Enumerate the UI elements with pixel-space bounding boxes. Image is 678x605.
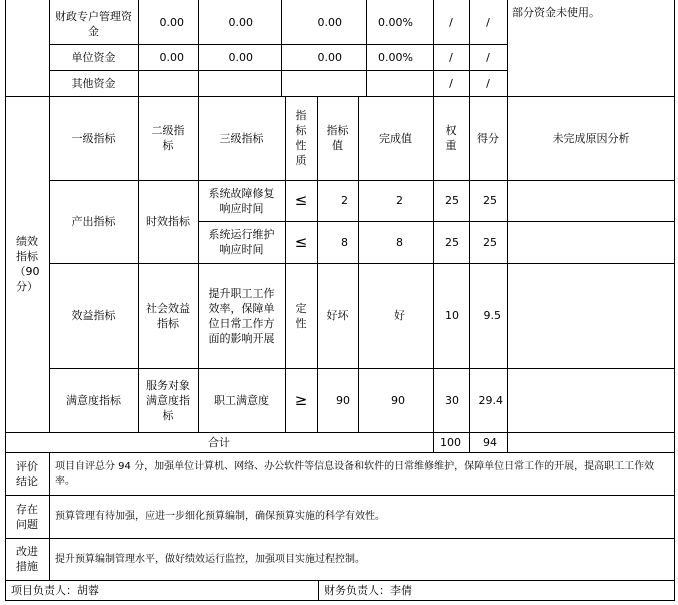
evaluation-text: 项目自评总分 94 分，加强单位计算机、网络、办公软件等信息设备和软件的日常维修维护，保障单位日常工作的开展，提高职工工作效率。 (55, 460, 655, 487)
output-level2: 时效指标 (146, 215, 190, 228)
finance-lead: 财务负责人：李倩 (324, 584, 412, 597)
score-cell: 29.4 (478, 393, 503, 407)
evaluation-label: 评价结论 (16, 459, 38, 488)
funds-value: / (449, 50, 453, 64)
header-nature: 指标性质 (295, 109, 307, 167)
funds-value: 0.00 (317, 15, 342, 29)
weight-cell: 10 (445, 309, 459, 322)
funds-value: 0.00 (159, 15, 184, 29)
funds-value: / (449, 15, 453, 29)
funds-value: 0.00% (378, 15, 413, 29)
header-level3: 三级指标 (219, 131, 264, 145)
funds-value: 0.00 (317, 50, 342, 64)
total-label: 合计 (208, 435, 230, 449)
funds-value: / (449, 76, 453, 90)
nature-cell: ≤ (294, 232, 308, 251)
improve-label: 改进措施 (16, 545, 38, 573)
header-level2: 二级指标 (151, 124, 185, 152)
benefit-level1: 效益指标 (71, 309, 116, 322)
funds-value: 0.00% (378, 50, 413, 64)
weight-cell: 30 (445, 393, 459, 407)
nature-cell: ≤ (294, 191, 308, 209)
header-score: 得分 (477, 131, 499, 145)
target-cell: 8 (341, 235, 348, 249)
total-weight: 100 (440, 435, 461, 449)
funds-value: / (486, 50, 490, 64)
satisfaction-level3: 职工满意度 (214, 393, 269, 407)
total-score: 94 (483, 435, 497, 449)
weight-cell: 25 (445, 194, 459, 207)
perf-section-label: 绩效指标（90分） (14, 235, 40, 293)
target-cell: 好坏 (326, 309, 349, 322)
header-reason: 未完成原因分析 (552, 131, 630, 145)
satisfaction-level1: 满意度指标 (66, 393, 121, 407)
actual-cell: 8 (396, 235, 403, 249)
table-row: 系统故障修复响应时间 (208, 186, 275, 215)
nature-cell: ≥ (294, 390, 308, 409)
score-cell: 9.5 (483, 309, 501, 322)
header-actual: 完成值 (379, 131, 412, 145)
benefit-level3: 提升职工工作效率，保障单位日常工作方面的影响开展 (208, 286, 275, 345)
output-level1: 产出指标 (71, 215, 116, 228)
project-lead: 项目负责人：胡蓉 (11, 584, 99, 597)
funds-note: 部分资金未使用。 (512, 6, 600, 19)
funds-row (49, 70, 138, 96)
header-weight: 权重 (445, 124, 457, 152)
funds-value: 0.00 (159, 50, 184, 64)
nature-cell: 定性 (295, 301, 307, 330)
score-cell: 25 (483, 194, 497, 207)
actual-cell: 90 (391, 393, 405, 407)
table-row: 系统运行维护响应时间 (208, 228, 275, 256)
funds-label: 其他资金 (71, 76, 116, 90)
funds-value: 0.00 (228, 15, 253, 29)
satisfaction-level2: 服务对象满意度指标 (146, 378, 190, 422)
funds-row (49, 44, 138, 70)
funds-label: 财政专户管理资金 (55, 10, 132, 38)
header-level1: 一级指标 (71, 131, 116, 145)
funds-value: / (486, 15, 490, 29)
grid-line (507, 0, 508, 96)
score-cell: 25 (483, 235, 497, 249)
header-target: 指标值 (326, 124, 349, 152)
funds-label: 单位资金 (71, 50, 116, 64)
benefit-level2: 社会效益指标 (146, 301, 190, 330)
target-cell: 2 (341, 194, 348, 207)
funds-value: 0.00 (228, 50, 253, 64)
improve-text: 提升预算编制管理水平，做好绩效运行监控，加强项目实施过程控制。 (55, 553, 365, 565)
funds-row (49, 4, 138, 44)
target-cell: 90 (336, 393, 350, 407)
issues-text: 预算管理有待加强，应进一步细化预算编制，确保预算实施的科学有效性。 (55, 511, 385, 522)
funds-value: / (486, 76, 490, 90)
issues-label: 存在问题 (16, 502, 38, 531)
actual-cell: 2 (396, 194, 403, 207)
weight-cell: 25 (445, 235, 459, 249)
actual-cell: 好 (394, 309, 405, 322)
